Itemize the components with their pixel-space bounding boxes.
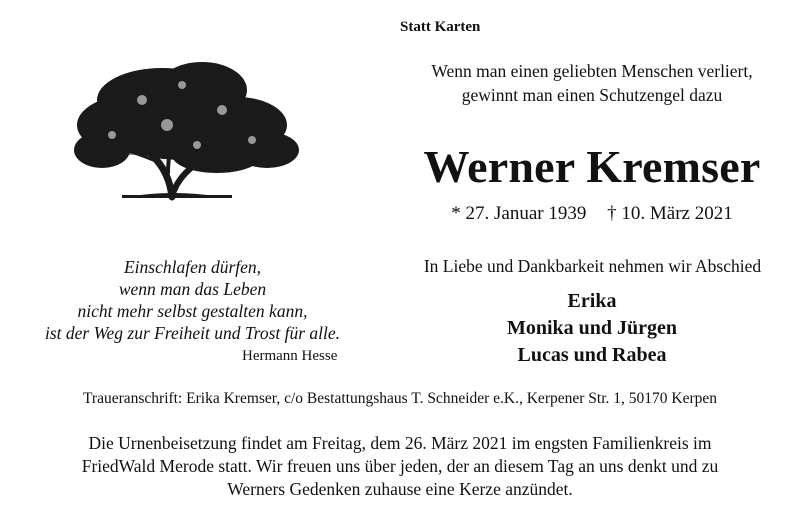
death-date: † 10. März 2021: [607, 203, 733, 224]
poem-line: Einschlafen dürfen,: [123, 257, 262, 277]
notice-line: Die Urnenbeisetzung findet am Freitag, dem 26. März 2021 im engsten Familienkreis im: [88, 433, 712, 453]
poem-line: ist der Weg zur Freiheit und Trost für alle.: [44, 323, 341, 343]
notice-line: Werners Gedenken zuhause eine Kerze anzündet.: [227, 479, 573, 499]
farewell-text: In Liebe und Dankbarkeit nehmen wir Abschied: [423, 256, 762, 276]
mourner-name: Erika: [567, 290, 617, 312]
motto-line: Wenn man einen geliebten Menschen verliert,: [431, 61, 753, 81]
burial-notice: [10, 432, 790, 501]
motto-line: gewinnt man einen Schutzengel dazu: [461, 85, 723, 105]
poem-author: Hermann Hesse: [242, 348, 338, 364]
mourner-name: Monika und Jürgen: [506, 317, 678, 339]
life-dates: [392, 203, 792, 225]
deceased-name: Werner Kremser: [423, 141, 761, 192]
mourners-list: [392, 288, 792, 369]
tree-illustration-icon: [72, 55, 304, 205]
poem-line: nicht mehr selbst gestalten kann,: [77, 301, 308, 321]
header-label: Statt Karten: [400, 19, 481, 35]
motto: [392, 59, 792, 107]
poem-line: wenn man das Leben: [118, 279, 267, 299]
mourner-name: Lucas und Rabea: [517, 344, 667, 366]
birth-date: * 27. Januar 1939: [451, 203, 587, 224]
notice-line: FriedWald Merode statt. Wir freuen uns über jeden, der an diesem Tag an uns denkt und zu: [81, 456, 719, 476]
poem: [10, 256, 375, 344]
mourning-address: Traueranschrift: Erika Kremser, c/o Bestattungshaus T. Schneider e.K., Kerpener Str. 1, 50170 Kerpen: [83, 390, 717, 407]
